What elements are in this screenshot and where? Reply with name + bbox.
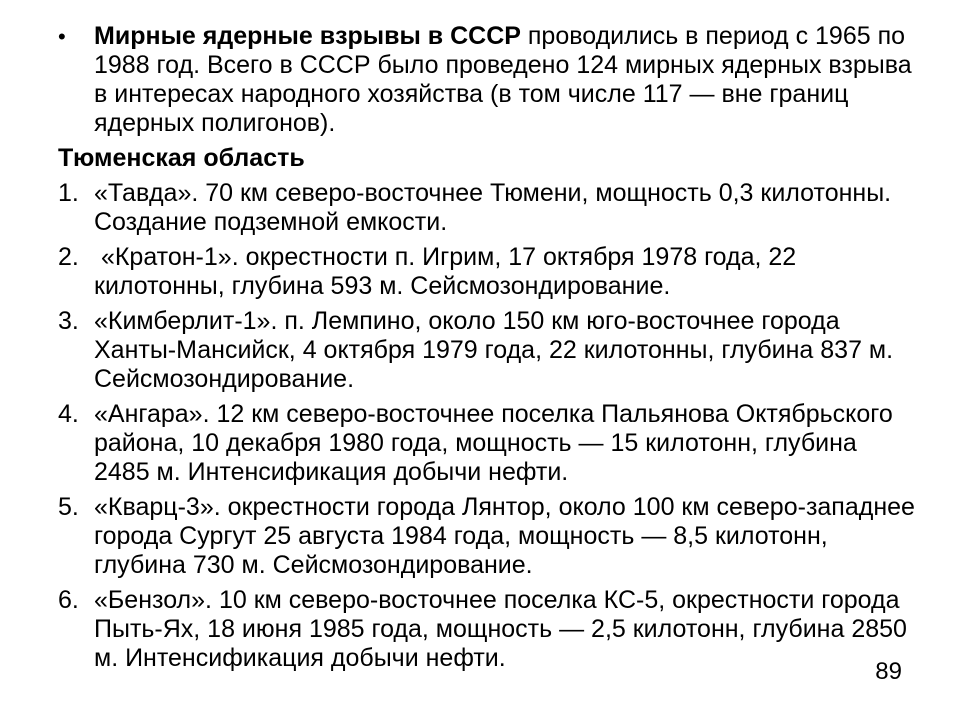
list-item-number: 1. bbox=[58, 179, 79, 207]
intro-bold-text: Мирные ядерные взрывы в СССР bbox=[94, 22, 521, 50]
list-item-text: «Кварц-3». окрестности города Лянтор, около 100 км северо-западнее города Сургут 25 августа 1984 года, мощность — 8,5 килотонн, глубина 730 м. Сейсмозондирование. bbox=[94, 493, 915, 579]
list-item-text: «Кимберлит-1». п. Лемпино, около 150 км юго-восточнее города Ханты-Мансийск, 4 октября 1979 года, 22 килотонны, глубина 837 м. Сейсмозондирование. bbox=[94, 307, 894, 393]
list-item-number: 2. bbox=[58, 243, 79, 271]
intro-bullet bbox=[58, 22, 918, 138]
slide-content bbox=[58, 22, 918, 679]
section-heading: Тюменская область bbox=[58, 144, 305, 172]
list-item bbox=[58, 179, 918, 237]
list-item bbox=[58, 307, 918, 394]
list-item bbox=[58, 400, 918, 487]
list-item-number: 3. bbox=[58, 307, 79, 335]
list-item bbox=[58, 493, 918, 580]
list-item-text: «Кратон-1». окрестности п. Игрим, 17 октября 1978 года, 22 килотонны, глубина 593 м. Сейсмозондирование. bbox=[94, 243, 804, 300]
intro-text bbox=[94, 22, 918, 138]
bullet-icon: • bbox=[58, 24, 66, 49]
intro-rest-text: проводились в период с 1965 по 1988 год. Всего в СССР было проведено 124 мирных ядерных взрыва в интересах народного хозяйства (в том числе 117 — вне границ ядерных полигонов). bbox=[94, 22, 912, 137]
list-item bbox=[58, 586, 918, 673]
list-item-number: 4. bbox=[58, 400, 79, 428]
list-item-text: «Тавда». 70 км северо-восточнее Тюмени, мощность 0,3 килотонны. Создание подземной емкости. bbox=[94, 179, 892, 236]
explosion-list bbox=[58, 179, 918, 673]
list-item-number: 6. bbox=[58, 586, 79, 614]
list-item-text: «Ангара». 12 км северо-восточнее поселка Пальянова Октябрьского района, 10 декабря 1980 года, мощность — 15 килотонн, глубина 2485 м. Интенсификация добычи нефти. bbox=[94, 400, 893, 486]
list-item-text: «Бензол». 10 км северо-восточнее поселка КС-5, окрестности города Пыть-Ях, 18 июня 1985 года, мощность — 2,5 килотонн, глубина 2850 м. Интенсификация добычи нефти. bbox=[94, 586, 907, 672]
list-item-number: 5. bbox=[58, 493, 79, 521]
page-number: 89 bbox=[875, 658, 902, 685]
list-item bbox=[58, 243, 918, 301]
